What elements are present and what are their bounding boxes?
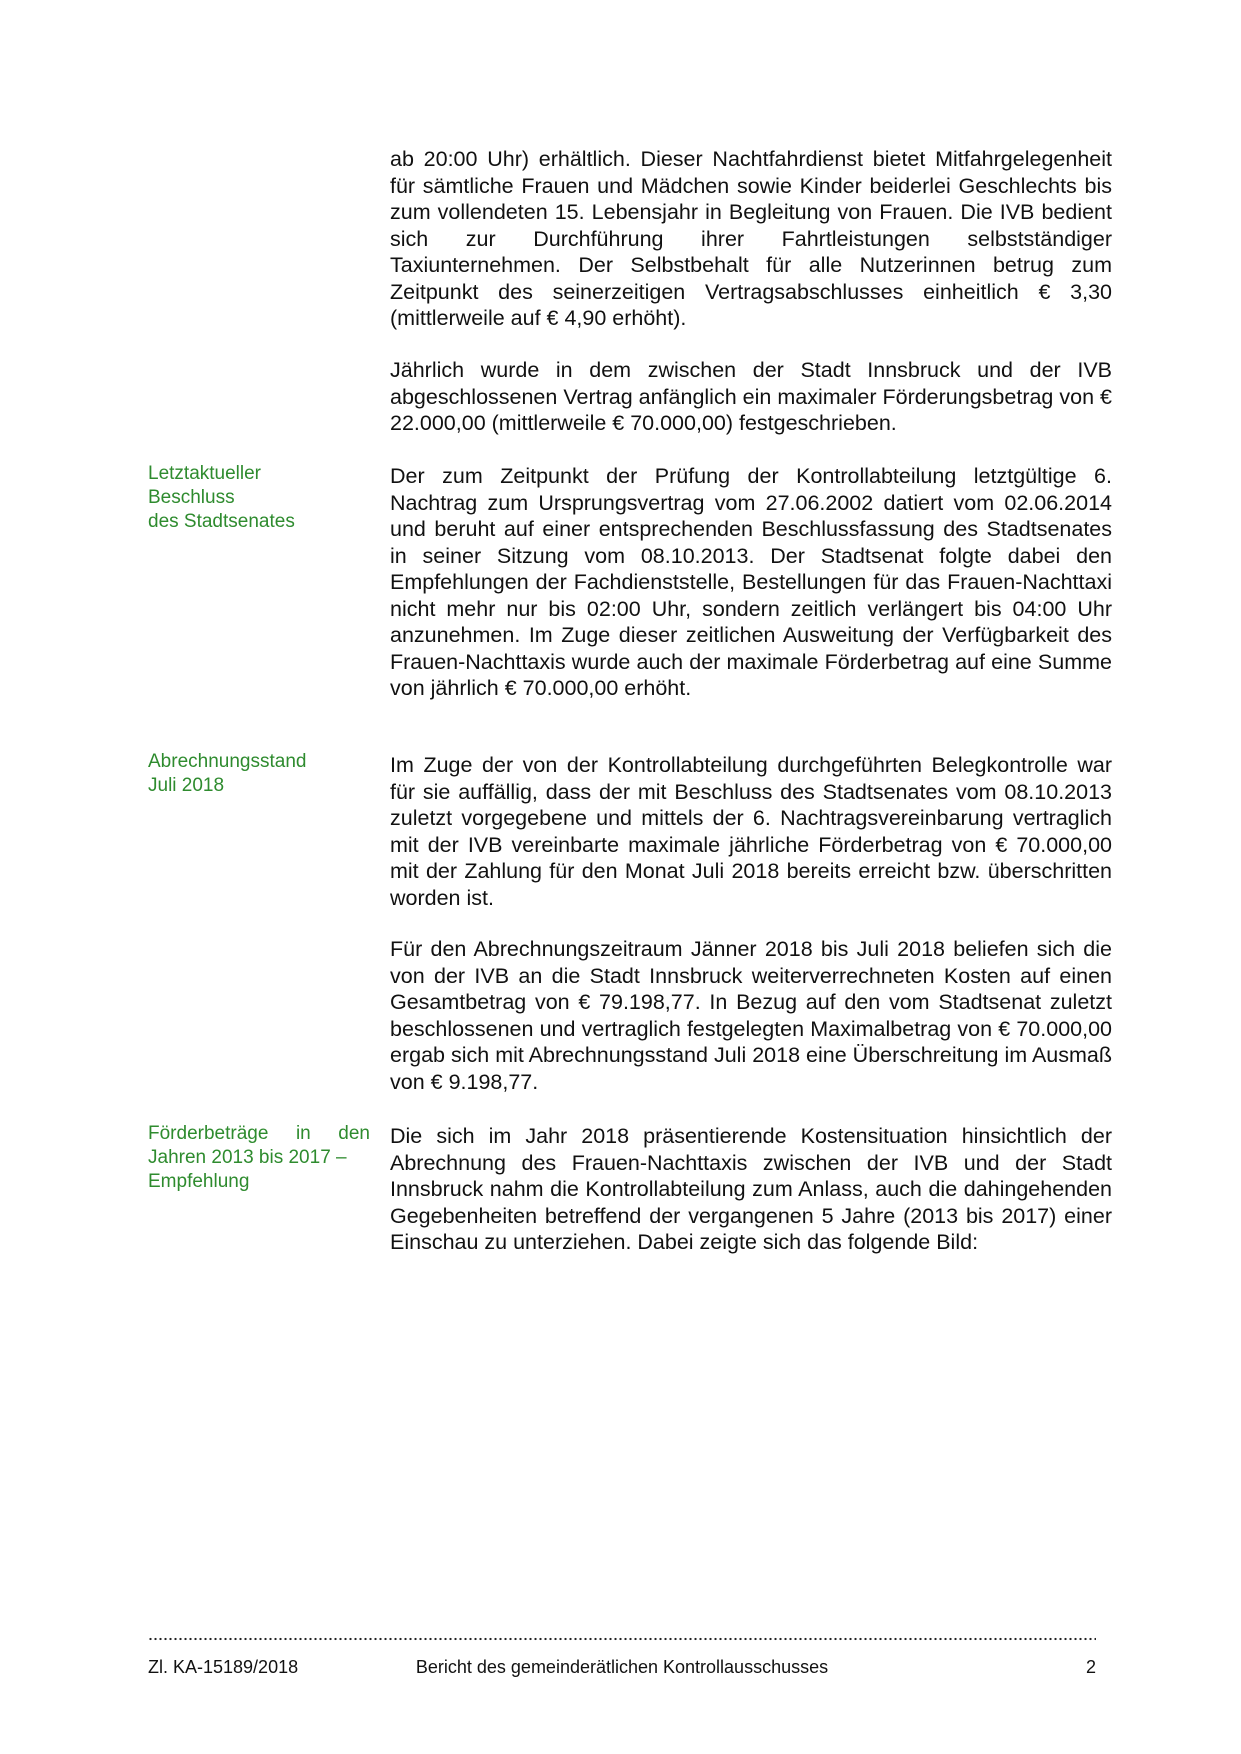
paragraph-2: Jährlich wurde in dem zwischen der Stadt Innsbruck und der IVB abgeschlossenen Vertrag anfänglich ein maximaler Förderungsbetrag von € 22.000,00 (mittlerweile € 70.000,00) festgeschrieben. xyxy=(390,358,1112,435)
paragraph-3: Der zum Zeitpunkt der Prüfung der Kontrollabteilung letztgültige 6. Nachtrag zum Ursprungsvertrag vom 27.06.2002 datiert vom 02.06.2014 und beruht auf einer entsprechenden Beschlussfassung des Stadtsenates in seiner Sitzung vom 08.10.2013. Der Stadtsenat folgte dabei den Empfehlungen der Fachdienststelle, Bestellungen für das Frauen-Nachttaxi nicht mehr nur bis 02:00 Uhr, sondern zeitlich verlängert bis 04:00 Uhr anzunehmen. Im Zuge dieser zeitlichen Ausweitung der Verfügbarkeit des Frauen-Nachttaxis wurde auch der maximale Förderbetrag auf eine Summe von jährlich € 70.000,00 erhöht. xyxy=(390,464,1112,700)
paragraph-6: Die sich im Jahr 2018 präsentierende Kostensituation hinsichtlich der Abrechnung des Frauen-Nachttaxis zwischen der IVB und der Stadt Innsbruck nahm die Kontrollabteilung zum Anlass, auch die dahingehenden Gegebenheiten betreffend der vergangenen 5 Jahre (2013 bis 2017) einer Einschau zu unterziehen. Dabei zeigte sich das folgende Bild: xyxy=(390,1124,1112,1254)
sidenote-line: Juli 2018 xyxy=(148,775,225,796)
sidenote-line: Letztaktueller xyxy=(148,463,262,484)
sidenote-foerderbetraege xyxy=(148,1122,370,1194)
sidenote-line: Beschluss xyxy=(148,487,235,508)
footer-title: Bericht des gemeinderätlichen Kontrollausschusses xyxy=(415,1657,829,1677)
sidenote-stadtsenat-beschluss xyxy=(148,462,370,534)
sidenote-line: Förderbeträge in den xyxy=(148,1123,370,1144)
sidenote-line: Empfehlung xyxy=(148,1171,250,1192)
sidenote-abrechnungsstand xyxy=(148,750,370,798)
sidenote-line: Jahren 2013 bis 2017 – xyxy=(148,1147,347,1168)
footer-reference: Zl. KA-15189/2018 xyxy=(148,1657,299,1677)
page-footer xyxy=(148,1655,1096,1679)
sidenote-line: des Stadtsenates xyxy=(148,511,295,532)
paragraph-5: Für den Abrechnungszeitraum Jänner 2018 bis Juli 2018 beliefen sich die von der IVB an die Stadt Innsbruck weiterverrechneten Kosten auf einen Gesamtbetrag von € 79.198,77. In Bezug auf den vom Stadtsenat zuletzt beschlossenen und vertraglich festgelegten Maximalbetrag von € 70.000,00 ergab sich mit Abrechnungsstand Juli 2018 eine Überschreitung im Ausmaß von € 9.198,77. xyxy=(390,937,1112,1094)
paragraph-1: ab 20:00 Uhr) erhältlich. Dieser Nachtfahrdienst bietet Mitfahrgelegenheit für sämtliche Frauen und Mädchen sowie Kinder beiderlei Geschlechts bis zum vollendeten 15. Lebensjahr in Begleitung von Frauen. Die IVB bedient sich zur Durchführung ihrer Fahrtleistungen selbstständiger Taxiunternehmen. Der Selbstbehalt für alle Nutzerinnen betrug zum Zeitpunkt des seinerzeitigen Vertragsabschlusses einheitlich € 3,30 (mittlerweile auf € 4,90 erhöht). xyxy=(390,147,1112,330)
footer-divider xyxy=(148,1636,1096,1642)
page-number: 2 xyxy=(1085,1657,1096,1677)
sidenote-line: Abrechnungsstand xyxy=(148,751,307,772)
paragraph-4: Im Zuge der von der Kontrollabteilung durchgeführten Belegkontrolle war für sie auffällig, dass der mit Beschluss des Stadtsenates vom 08.10.2013 zuletzt vorgegebene und mittels der 6. Nachtragsvereinbarung vertraglich mit der IVB vereinbarte maximale jährliche Förderbetrag von € 70.000,00 mit der Zahlung für den Monat Juli 2018 bereits erreicht bzw. überschritten worden ist. xyxy=(390,753,1112,910)
